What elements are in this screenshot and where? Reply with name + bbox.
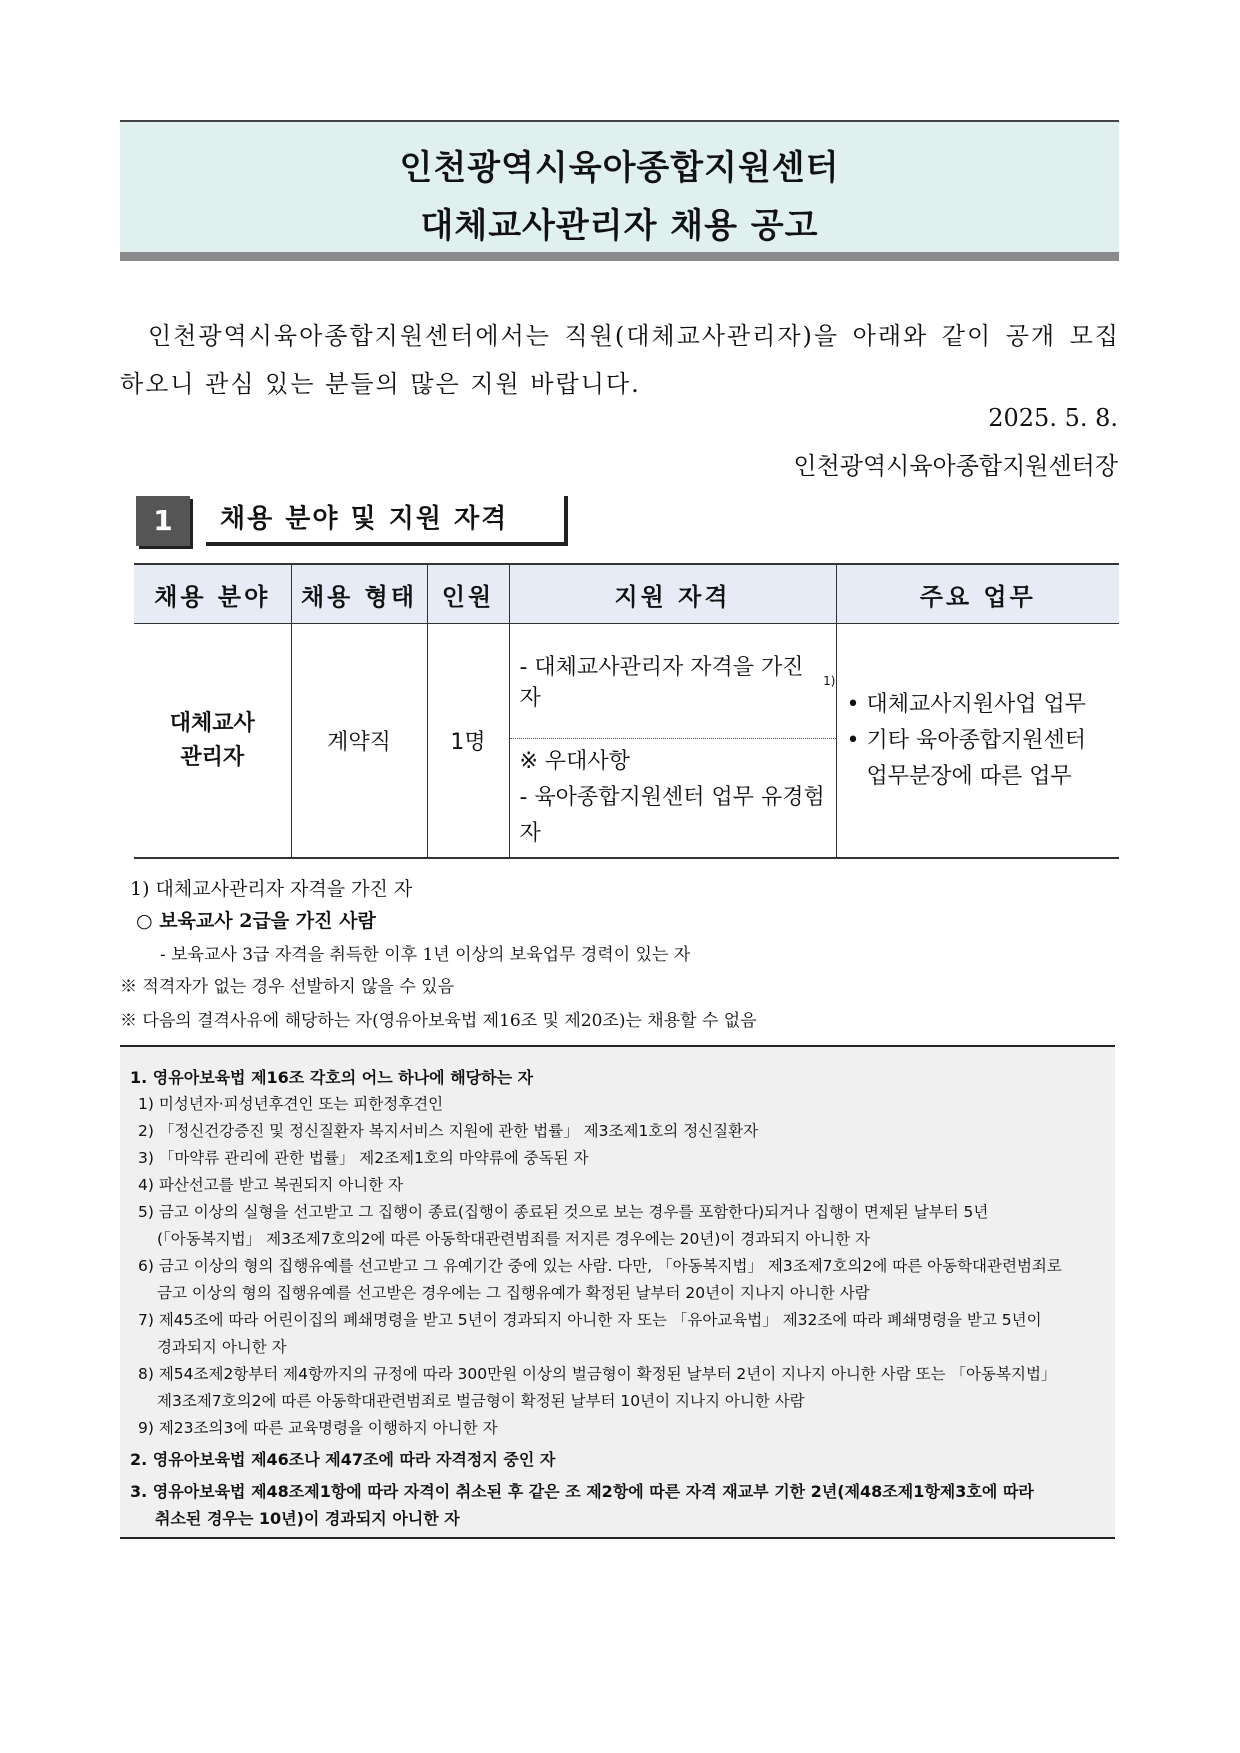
disq-heading-2: 2. 영유아보육법 제46조나 제47조에 따라 자격정지 중인 자 — [130, 1450, 556, 1469]
header-count: 인원 — [427, 564, 509, 624]
duty-text-1: 대체교사지원사업 업무 — [866, 691, 1087, 717]
disq-item-3: 3) 「마약류 관리에 관한 법률」 제2조제1호의 마약류에 중독된 자 — [138, 1149, 589, 1167]
disq-item-8: 8) 제54조제2항부터 제4항까지의 규정에 따라 300만원 이상의 벌금형이 확정된 날부터 2년이 지나지 아니한 사람 또는 「아동복지법」 — [138, 1365, 1057, 1383]
disq-item-2: 2) 「정신건강증진 및 정신질환자 복지서비스 지원에 관한 법률」 제3조제1호의 정신질환자 — [138, 1122, 759, 1140]
bullet-icon: • — [846, 691, 860, 717]
disq-item-1: 1) 미성년자·피성년후견인 또는 피한정후견인 — [138, 1095, 444, 1113]
cell-count: 1명 — [427, 624, 509, 859]
cell-field — [134, 624, 291, 859]
duty-text-2b: 업무분장에 따른 업무 — [866, 763, 1072, 789]
disq-item-7-cont: 경과되지 아니한 자 — [157, 1338, 287, 1356]
field-line2: 관리자 — [180, 744, 245, 770]
table-header-row — [134, 564, 1119, 624]
title-line2: 대체교사관리자 채용 공고 — [420, 206, 819, 246]
dash-item: - 보육교사 3급 자격을 취득한 이후 1년 이상의 보육업무 경력이 있는 자 — [160, 945, 691, 965]
preference-block — [510, 739, 836, 857]
section-number: 1 — [136, 496, 190, 546]
header-type: 채용 형태 — [291, 564, 427, 624]
qualification-main — [510, 624, 836, 739]
recruitment-table — [134, 563, 1119, 859]
title-line1: 인천광역시육아종합지원센터 — [399, 148, 840, 188]
qualification-text: - 대체교사관리자 자격을 가진 자 — [519, 655, 804, 711]
note-no-candidate: ※ 적격자가 없는 경우 선발하지 않을 수 있음 — [120, 977, 455, 997]
note-disqualification: ※ 다음의 결격사유에 해당하는 자(영유아보육법 제16조 및 제20조)는 채용할 수 없음 — [120, 1011, 757, 1031]
disq-item-8-cont: 제3조제7호의2에 따른 아동학대관련범죄로 벌금형이 확정된 날부터 10년이 지나지 아니한 사람 — [157, 1392, 805, 1410]
disq-item-4: 4) 파산선고를 받고 복권되지 아니한 자 — [138, 1176, 404, 1194]
table-row — [134, 624, 1119, 859]
section-title: 채용 분야 및 지원 자격 — [206, 496, 568, 546]
signer: 인천광역시육아종합지원센터장 — [793, 452, 1118, 480]
intro-paragraph: 인천광역시육아종합지원센터에서는 직원(대체교사관리자)을 아래와 같이 공개 모집 하오니 관심 있는 분들의 많은 지원 바랍니다. — [120, 322, 1120, 398]
duty-item-1 — [847, 687, 1119, 723]
disq-item-5: 5) 금고 이상의 실형을 선고받고 그 집행이 종료(집행이 종료된 것으로 보는 경우를 포함한다)되거나 집행이 면제된 날부터 5년 — [138, 1203, 989, 1221]
disq-heading-3: 3. 영유아보육법 제48조제1항에 따라 자격이 취소된 후 같은 조 제2항에 따른 자격 재교부 기한 2년(제48조제1항제3호에 따라 — [130, 1482, 1034, 1501]
disq-item-5-cont: (「아동복지법」 제3조제7호의2에 따른 아동학대관련범죄를 저지른 경우에는 20년)이 경과되지 아니한 자 — [157, 1230, 870, 1248]
disq-item-9: 9) 제23조의3에 따른 교육명령을 이행하지 아니한 자 — [138, 1419, 498, 1437]
disq-heading-1: 1. 영유아보육법 제16조 각호의 어느 하나에 해당하는 자 — [130, 1068, 534, 1087]
disq-item-6: 6) 금고 이상의 형의 집행유예를 선고받고 그 유예기간 중에 있는 사람. 다만, 「아동복지법」 제3조제7호의2에 따른 아동학대관련범죄로 — [138, 1257, 1062, 1275]
title-underline-bar — [120, 252, 1119, 261]
duty-text-2a: 기타 육아종합지원센터 — [866, 727, 1087, 753]
cell-qualification — [509, 624, 836, 859]
header-qualification: 지원 자격 — [509, 564, 836, 624]
disq-item-6-cont: 금고 이상의 형의 집행유예를 선고받은 경우에는 그 집행유예가 확정된 날부터 20년이 지나지 아니한 사람 — [157, 1284, 870, 1302]
header-field: 채용 분야 — [134, 564, 291, 624]
preference-item: - 육아종합지원센터 업무 유경험자 — [519, 785, 825, 846]
preference-title: ※ 우대사항 — [519, 749, 630, 774]
cell-duty — [836, 624, 1119, 859]
qualification-footnote-mark: 1) — [823, 674, 836, 688]
disq-item-7: 7) 제45조에 따라 어린이집의 폐쇄명령을 받고 5년이 경과되지 아니한 자 또는 「유아교육법」 제32조에 따라 폐쇄명령을 받고 5년이 — [138, 1311, 1042, 1329]
duty-item-2 — [847, 723, 1119, 759]
cell-type: 계약직 — [291, 624, 427, 859]
disqualification-box — [120, 1045, 1115, 1539]
field-line1: 대체교사 — [169, 710, 255, 736]
announcement-date: 2025. 5. 8. — [988, 404, 1118, 432]
circle-item: ○ 보육교사 2급을 가진 사람 — [136, 910, 376, 932]
header-duty: 주요 업무 — [836, 564, 1119, 624]
bullet-icon: • — [846, 727, 860, 753]
footnote: 1) 대체교사관리자 자격을 가진 자 — [130, 878, 413, 900]
disq-heading-3-cont: 취소된 경우는 10년)이 경과되지 아니한 자 — [155, 1509, 460, 1528]
